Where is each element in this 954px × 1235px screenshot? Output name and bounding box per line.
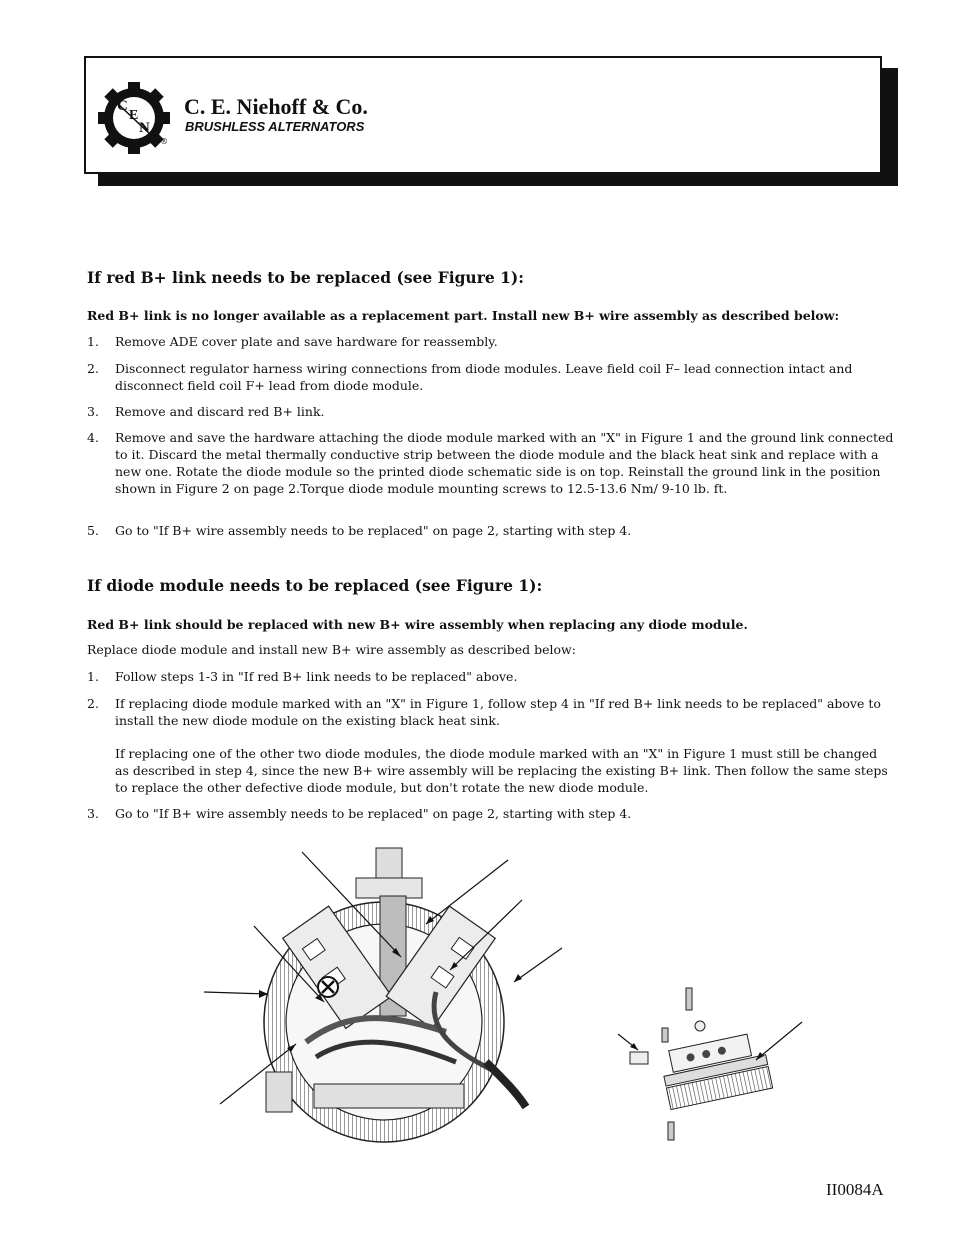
section2-heading: If diode module needs to be replaced (see Figure 1): [87,576,543,595]
section2-note: Red B+ link should be replaced with new B+ wire assembly when replacing any diode module. [87,617,748,632]
step-number: 3. [87,404,99,419]
registered-mark: ® [160,137,168,146]
step-number: 2. [87,696,99,711]
figure1-alternator-diagram [196,842,572,1158]
section2-intro: Replace diode module and install new B+ wire assembly as described below: [87,642,576,657]
step-number: 1. [87,669,99,684]
step-text: If replacing one of the other two diode modules, the diode module marked with an "X" in Figure 1 must still be changed as described in step 4, since the new B+ wire assembly will be replacing the existing B+ link. Then follow the same steps to replace the other defective diode module, but don't rotate the new diode module. [115,746,888,795]
logo-letter-c: C [117,98,128,114]
step-text: Follow steps 1-3 in "If red B+ link needs to be replaced" above. [115,669,518,684]
company-name: C. E. Niehoff & Co. [184,94,368,119]
step-text: Disconnect regulator harness wiring connections from diode modules. Leave field coil F– lead connection intact and disconnect field coil F+ lead from diode module. [115,361,853,393]
step-number: 1. [87,334,99,349]
logo-letter-e: E [129,108,139,123]
step-number: 4. [87,430,99,445]
step-text: Go to "If B+ wire assembly needs to be replaced" on page 2, starting with step 4. [115,806,632,821]
step-number: 3. [87,806,99,821]
document-id: II0084A [826,1180,884,1199]
step-text: Go to "If B+ wire assembly needs to be replaced" on page 2, starting with step 4. [115,523,632,538]
step-number: 2. [87,361,99,376]
section1-heading: If red B+ link needs to be replaced (see Figure 1): [87,268,524,287]
section1-note: Red B+ link is no longer available as a replacement part. Install new B+ wire assembly as described below: [87,308,840,323]
figure2-diode-module-diagram [612,982,812,1146]
step-text: Remove ADE cover plate and save hardware for reassembly. [115,334,498,349]
logo-letter-n: N [139,120,150,136]
division-name: BRUSHLESS ALTERNATORS [185,119,365,134]
step-text: If replacing diode module marked with an "X" in Figure 1, follow step 4 in "If red B+ link needs to be replaced" above to install the new diode module on the existing black heat sink. [115,696,881,728]
step-number: 5. [87,523,99,538]
step-text: Remove and save the hardware attaching the diode module marked with an "X" in Figure 1 and the ground link connected to it. Discard the metal thermally conductive strip between the diode module and the black heat sink and replace with a new one. Rotate the diode module so the printed diode schematic side is on top. Reinstall the ground link in the position shown in Figure 2 on page 2.Torque diode module mounting screws to 12.5-13.6 Nm/ 9-10 lb. ft. [115,430,894,496]
step-text: Remove and discard red B+ link. [115,404,325,419]
